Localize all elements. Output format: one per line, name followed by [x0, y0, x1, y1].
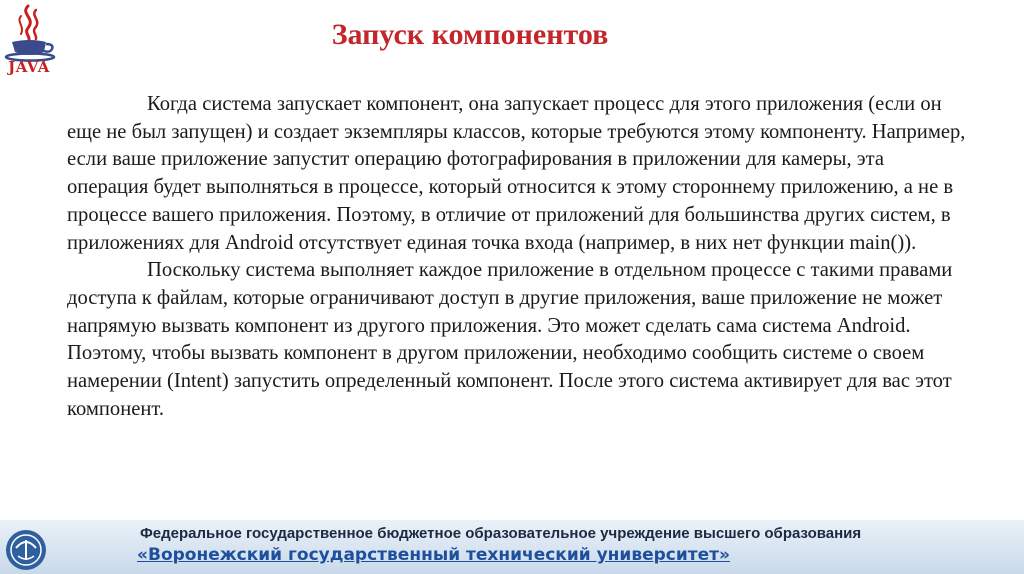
slide-body	[67, 91, 967, 423]
paragraph: Поскольку система выполняет каждое приложение в отдельном процессе с такими правами доступа к файлам, которые ограничивают доступ в другие приложения, ваше приложение не может напрямую вызвать компонент из другого приложения. Это может сделать сама система Android. Поэтому, чтобы вызвать компонент в другом приложении, необходимо сообщить системе о своем намерении (Intent) запустить определенный компонент. После этого система активирует для вас этот компонент.	[67, 259, 953, 420]
university-emblem-icon	[4, 526, 48, 572]
java-logo-text: JAVA	[8, 58, 50, 76]
slide-title: Запуск компонентов	[331, 18, 609, 51]
paragraph: Когда система запускает компонент, она запускает процесс для этого приложения (если он еще не был запущен) и создает экземпляры классов, которые требуются этому компоненту. Например, если ваше приложение запустит операцию фотографирования в приложении для камеры, эта операция будет выполняться в процессе, который относится к этому стороннему приложению, а не в процессе вашего приложения. Поэтому, в отличие от приложений для большинства других систем, в приложениях для Android отсутствует единая точка входа (например, в них нет функции main()).	[67, 93, 966, 254]
footer-banner	[0, 520, 1024, 574]
footer-university-name: «Воронежский государственный технический университет»	[137, 545, 730, 565]
footer-institution-type: Федеральное государственное бюджетное образовательное учреждение высшего образования	[140, 525, 862, 542]
